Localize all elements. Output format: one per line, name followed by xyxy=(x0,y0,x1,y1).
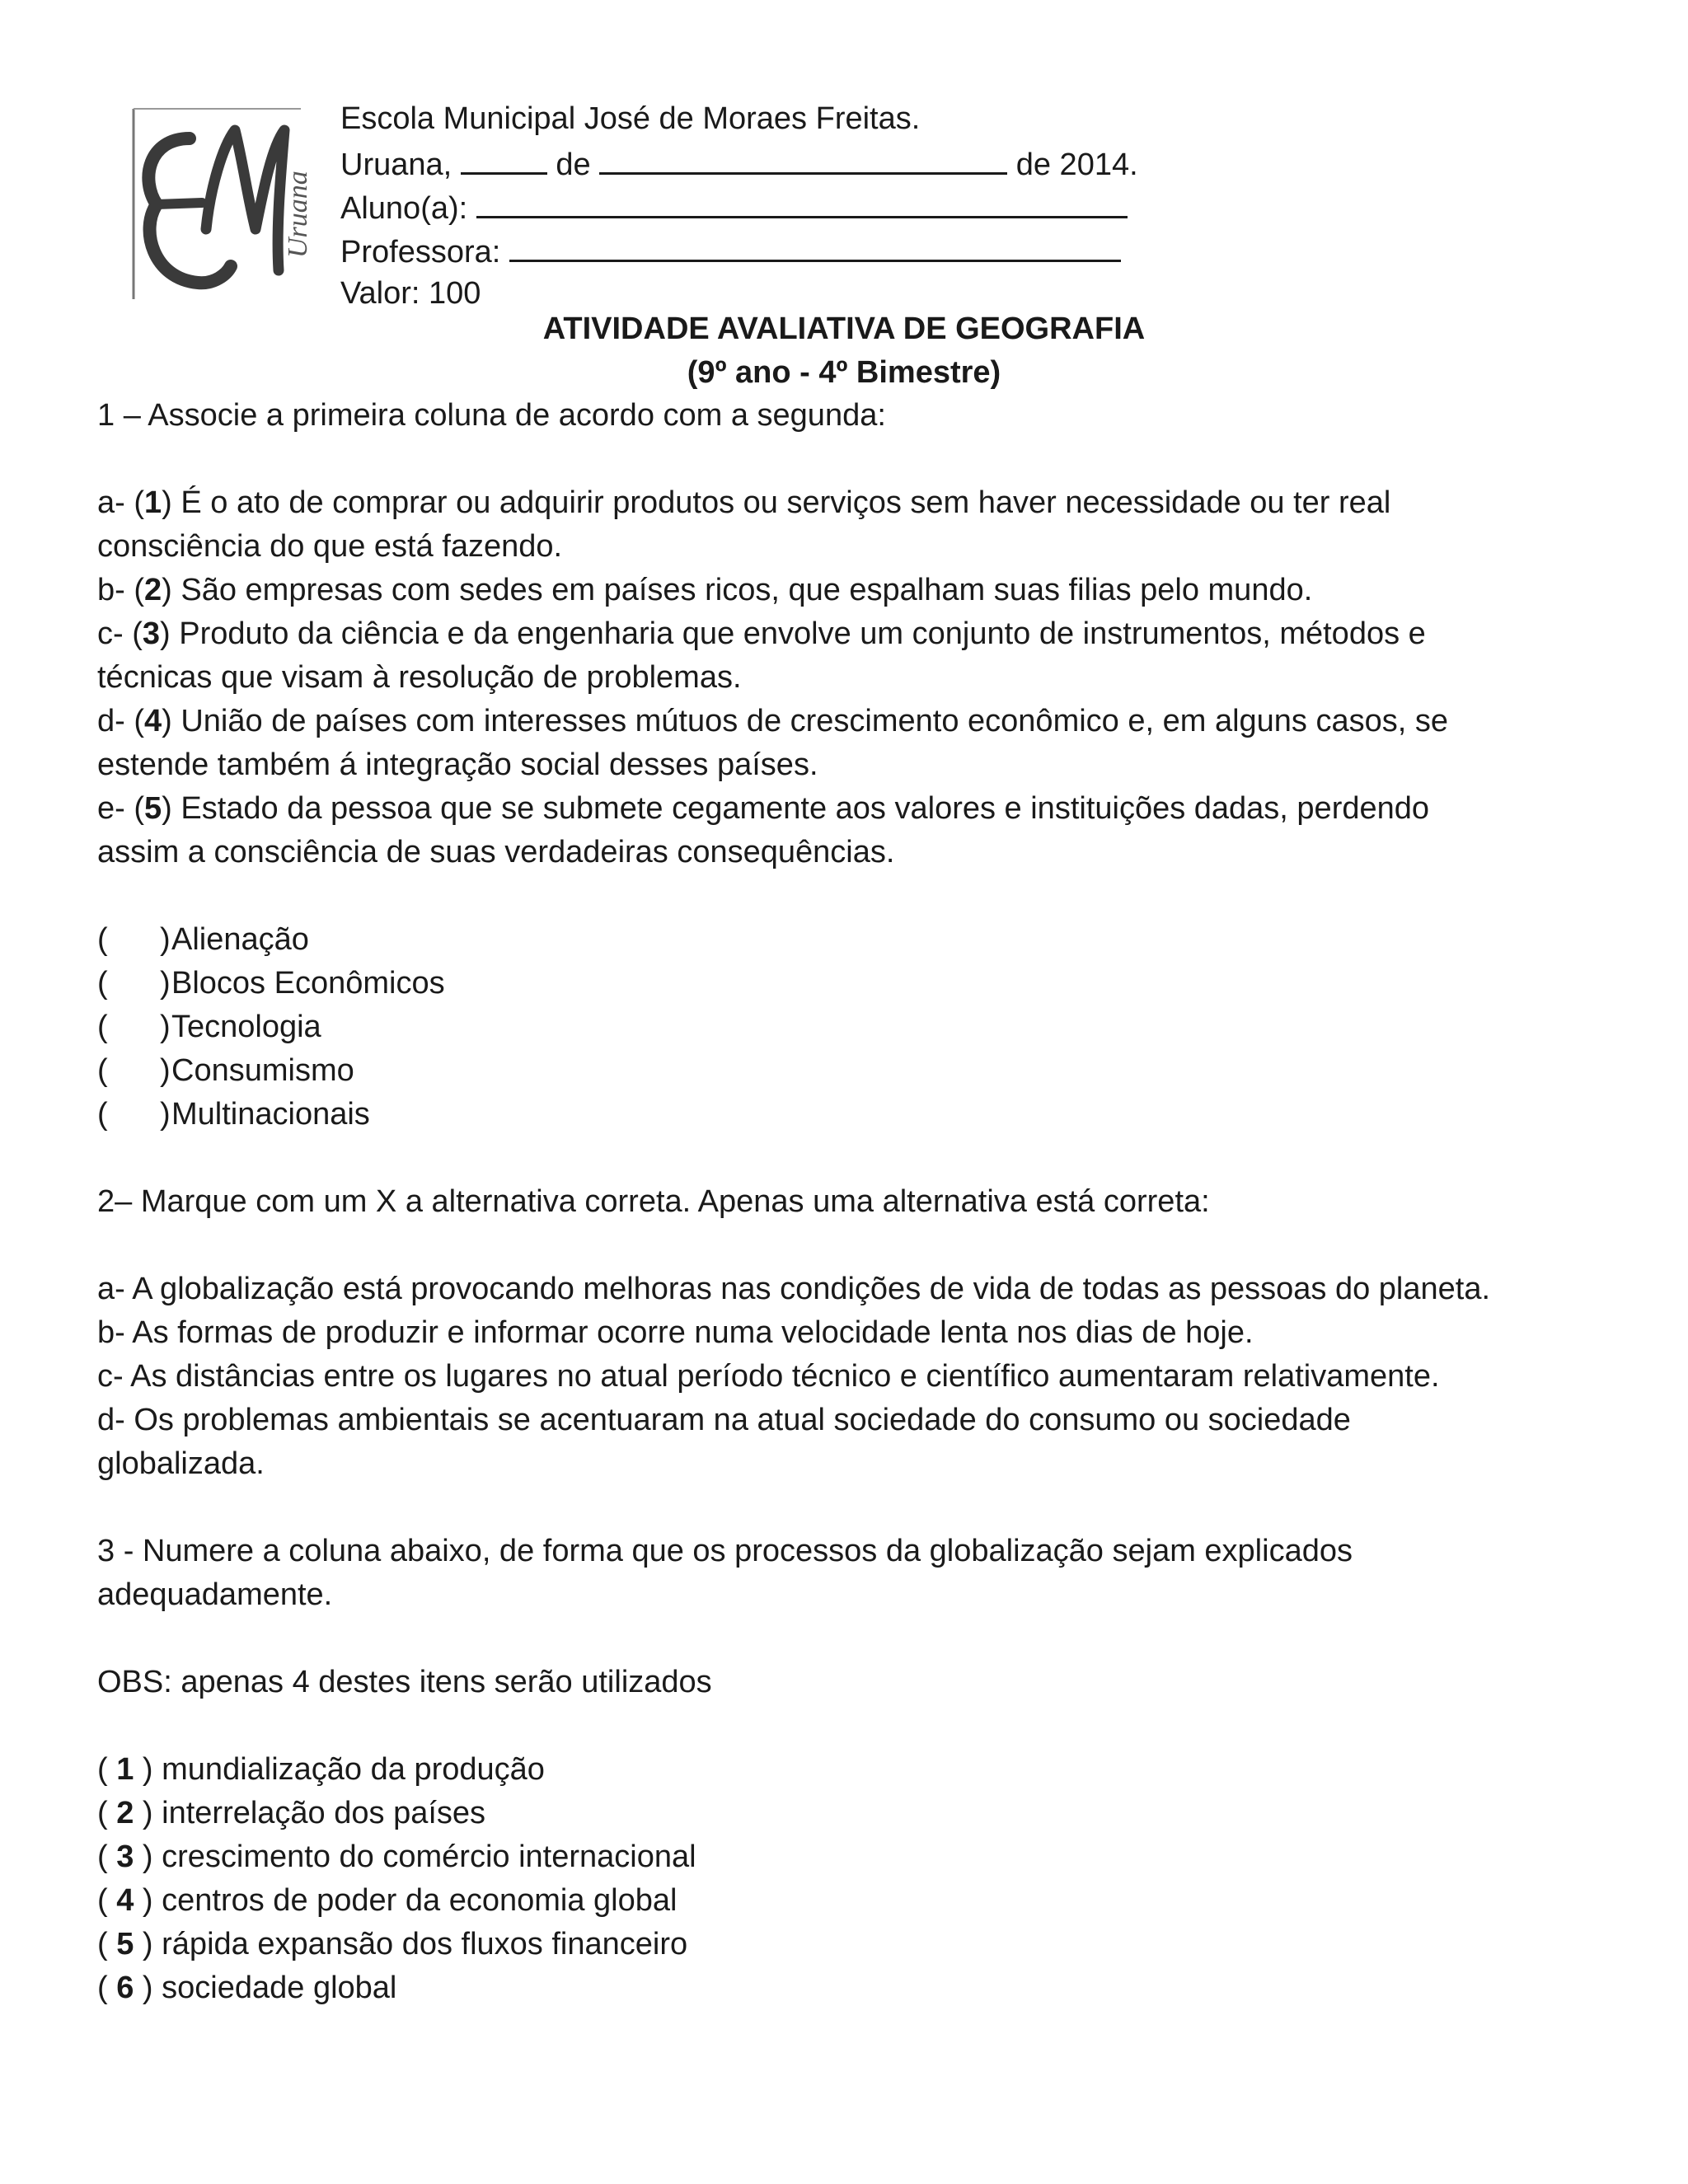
q1-item-a-cont: consciência do que está fazendo. xyxy=(97,529,563,564)
q3-item[interactable]: ( 1 ) mundialização da produção xyxy=(97,1752,545,1787)
q2-option-a[interactable]: a- A globalização está provocando melhoras nas condições de vida de todas as pessoas do planeta. xyxy=(97,1272,1491,1306)
student-line xyxy=(340,185,1138,228)
q1-item-d: d- (4) União de países com interesses mútuos de crescimento econômico e, em alguns casos, se xyxy=(97,704,1449,738)
date-line xyxy=(340,141,1138,185)
q3-item[interactable]: ( 6 ) sociedade global xyxy=(97,1971,397,2005)
school-logo xyxy=(132,105,317,301)
q3-item[interactable]: ( 3 ) crescimento do comércio internacional xyxy=(97,1840,696,1874)
header-block xyxy=(340,97,1138,316)
day-blank[interactable] xyxy=(461,141,547,175)
q3-prompt-cont: adequadamente. xyxy=(97,1577,333,1612)
questions xyxy=(97,394,1581,2010)
q3-item[interactable]: ( 2 ) interrelação dos países xyxy=(97,1796,486,1830)
q1-option[interactable]: ( ) Multinacionais xyxy=(97,1097,370,1132)
q1-item-e: e- (5) Estado da pessoa que se submete cegamente aos valores e instituições dadas, perdendo xyxy=(97,791,1430,826)
q2-option-d[interactable]: d- Os problemas ambientais se acentuaram na atual sociedade do consumo ou sociedade xyxy=(97,1403,1351,1437)
date-suffix: de 2014. xyxy=(1015,148,1138,182)
q1-option[interactable]: ( ) Blocos Econômicos xyxy=(97,966,445,1001)
page-subtitle: (9º ano - 4º Bimestre) xyxy=(687,355,1001,390)
q1-option[interactable]: ( ) Alienação xyxy=(97,922,309,957)
value-line: Valor: 100 xyxy=(340,276,481,311)
q2-option-c[interactable]: c- As distâncias entre os lugares no atual período técnico e científico aumentaram relativamente. xyxy=(97,1359,1440,1394)
teacher-line xyxy=(340,228,1138,272)
q1-item-e-cont: assim a consciência de suas verdadeiras consequências. xyxy=(97,835,895,869)
q3-obs: OBS: apenas 4 destes itens serão utilizados xyxy=(97,1665,712,1699)
q3-item[interactable]: ( 4 ) centros de poder da economia global xyxy=(97,1883,678,1918)
teacher-label: Professora: xyxy=(340,235,501,269)
q1-item-c: c- (3) Produto da ciência e da engenharia que envolve um conjunto de instrumentos, métodos e xyxy=(97,616,1426,651)
q1-item-d-cont: estende também á integração social desses países. xyxy=(97,748,818,782)
teacher-blank[interactable] xyxy=(509,228,1121,262)
q1-option[interactable]: ( ) Consumismo xyxy=(97,1053,354,1088)
student-label: Aluno(a): xyxy=(340,191,468,226)
student-blank[interactable] xyxy=(476,185,1128,218)
q1-item-a: a- (1) É o ato de comprar ou adquirir produtos ou serviços sem haver necessidade ou ter real xyxy=(97,485,1391,520)
q1-option[interactable]: ( ) Tecnologia xyxy=(97,1010,321,1044)
school-name: Escola Municipal José de Moraes Freitas. xyxy=(340,101,921,136)
date-prefix: Uruana, xyxy=(340,148,452,182)
q2-option-d-cont: globalizada. xyxy=(97,1446,265,1481)
page-title: ATIVIDADE AVALIATIVA DE GEOGRAFIA xyxy=(542,312,1146,346)
q1-item-c-cont: técnicas que visam à resolução de problemas. xyxy=(97,660,742,695)
logo-text: Uruana xyxy=(283,171,313,258)
school-logo-graphic xyxy=(132,105,317,301)
month-blank[interactable] xyxy=(599,141,1007,175)
q3-item[interactable]: ( 5 ) rápida expansão dos fluxos financeiro xyxy=(97,1927,688,1961)
date-de: de xyxy=(556,148,591,182)
q1-prompt: 1 – Associe a primeira coluna de acordo com a segunda: xyxy=(97,398,886,433)
q2-option-b[interactable]: b- As formas de produzir e informar ocorre numa velocidade lenta nos dias de hoje. xyxy=(97,1315,1254,1350)
q3-prompt: 3 - Numere a coluna abaixo, de forma que os processos da globalização sejam explicados xyxy=(97,1534,1353,1568)
q2-prompt: 2– Marque com um X a alternativa correta. Apenas uma alternativa está correta: xyxy=(97,1184,1210,1219)
q1-item-b: b- (2) São empresas com sedes em países ricos, que espalham suas filias pelo mundo. xyxy=(97,573,1313,607)
